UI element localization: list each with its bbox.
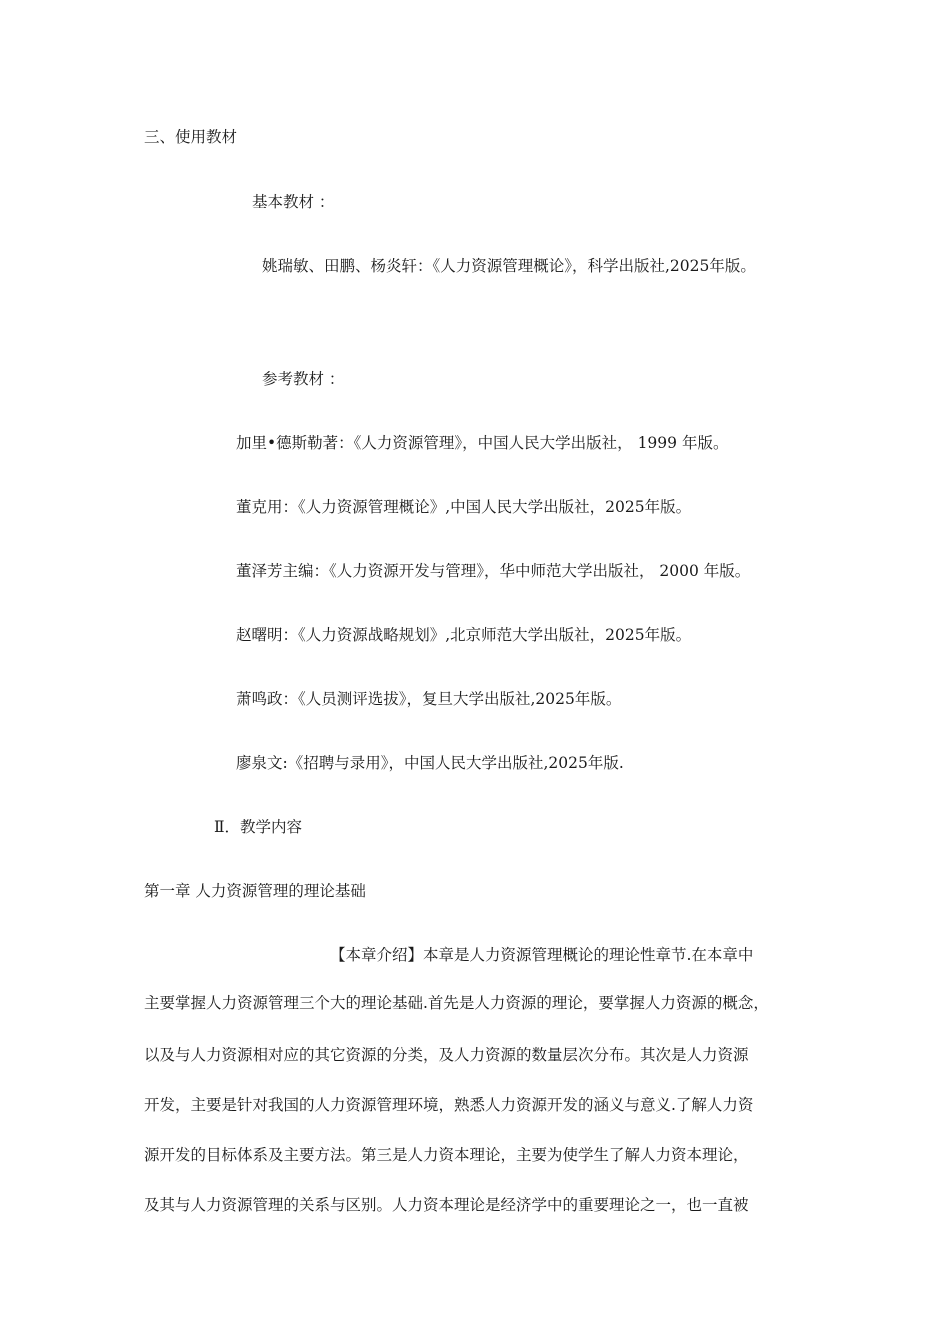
intro-paragraph-line: 主要掌握人力资源管理三个大的理论基础.首先是人力资源的理论，要掌握人力资源的概念， [144,994,769,1012]
part-heading: Ⅱ．教学内容 [214,818,303,836]
intro-paragraph-line: 及其与人力资源管理的关系与区别。人力资本理论是经济学中的重要理论之一，也一直被 [144,1196,749,1214]
reference-entry: 董泽芳主编：《人力资源开发与管理》，华中师范大学出版社， 2000 年版。 [236,562,751,580]
section-heading: 三、使用教材 [144,128,238,146]
intro-paragraph-line: 【本章介绍】本章是人力资源管理概论的理论性章节.在本章中 [330,946,754,964]
reference-entry: 赵曙明：《人力资源战略规划》,北京师范大学出版社，2025年版。 [236,626,692,644]
basic-textbook-label: 基本教材 ： [252,193,335,211]
intro-paragraph-line: 开发，主要是针对我国的人力资源管理环境，熟悉人力资源开发的涵义与意义.了解人力资 [144,1096,754,1114]
chapter-title: 第一章 人力资源管理的理论基础 [144,882,366,900]
reference-textbook-label: 参考教材 ： [262,370,345,388]
reference-entry: 廖泉文:《招聘与录用》，中国人民大学出版社,2025年版. [236,754,624,772]
intro-paragraph-line: 以及与人力资源相对应的其它资源的分类，及人力资源的数量层次分布。其次是人力资源 [144,1046,749,1064]
reference-entry: 加里•德斯勒著：《人力资源管理》，中国人民大学出版社， 1999 年版。 [236,434,729,452]
reference-entry: 萧鸣政：《人员测评选拔》，复旦大学出版社,2025年版。 [236,690,622,708]
basic-textbook-entry: 姚瑞敏、田鹏、杨炎轩：《人力资源管理概论》，科学出版社,2025年版。 [262,257,756,275]
reference-entry: 董克用：《人力资源管理概论》,中国人民大学出版社，2025年版。 [236,498,692,516]
intro-paragraph-line: 源开发的目标体系及主要方法。第三是人力资本理论，主要为使学生了解人力资本理论， [144,1146,749,1164]
